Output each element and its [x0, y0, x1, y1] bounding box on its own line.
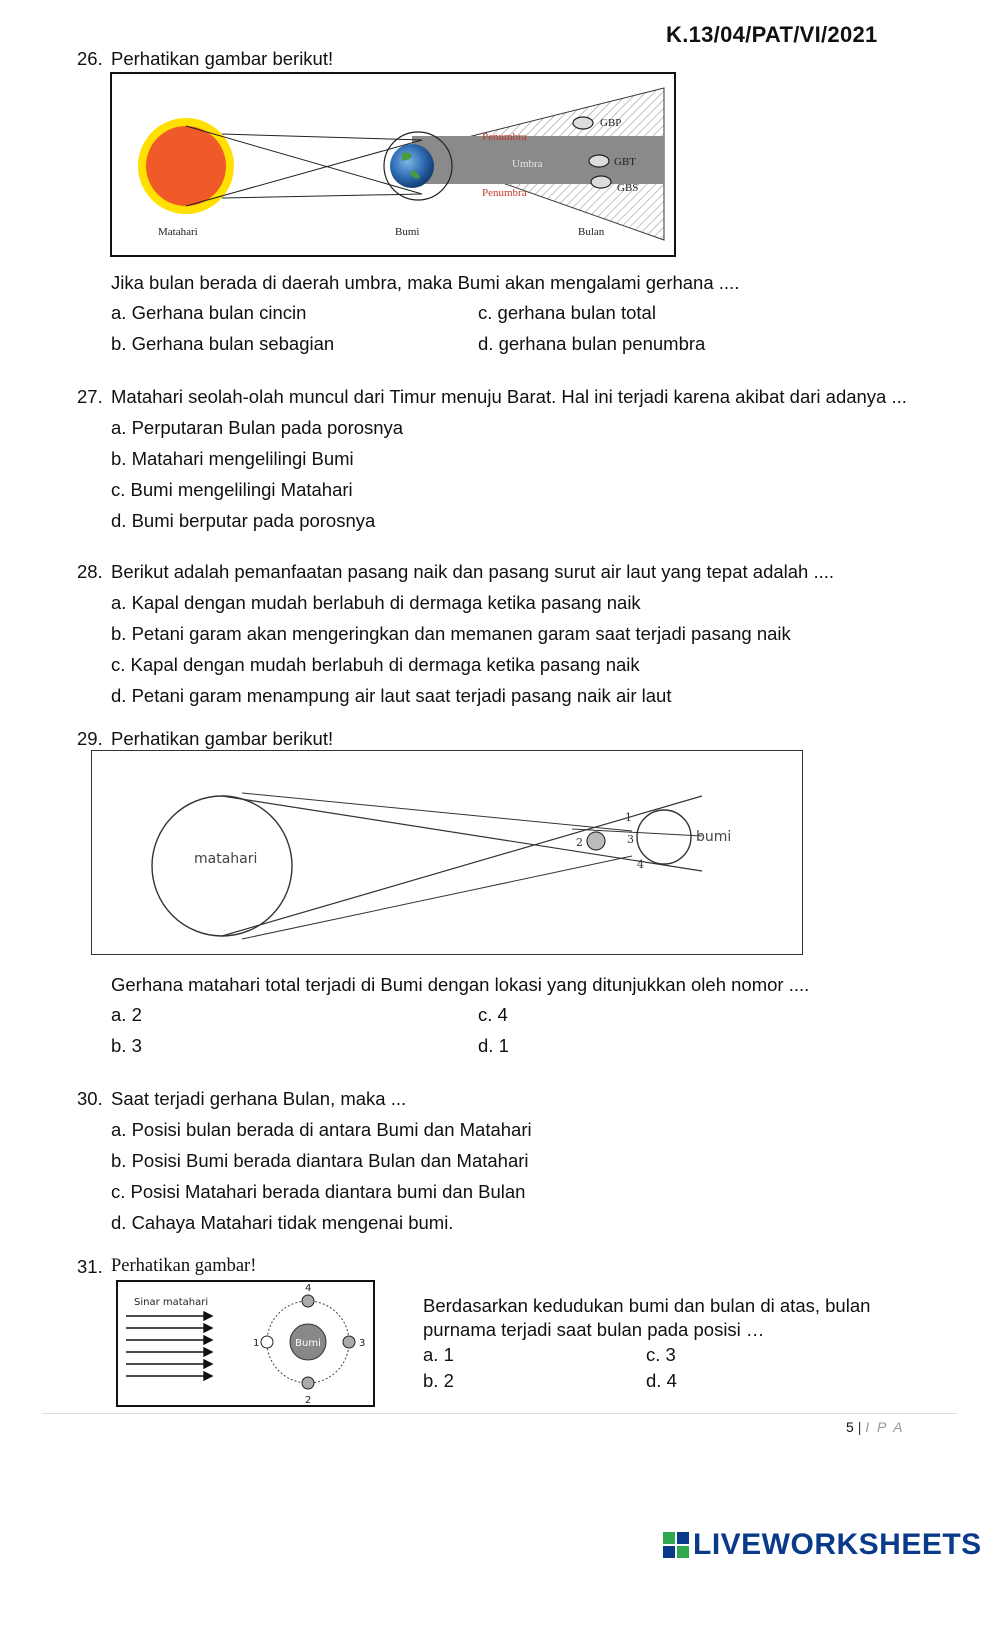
q28-number: 28.	[77, 561, 103, 582]
label-bumi: Bumi	[395, 226, 420, 238]
document-code: K.13/04/PAT/VI/2021	[666, 22, 878, 47]
q31-stem-line2: purnama terjadi saat bulan pada posisi …	[423, 1319, 765, 1340]
page-footer-separator: |	[857, 1419, 862, 1435]
label-n2: 2	[305, 1395, 312, 1405]
q27-option-d[interactable]: d. Bumi berputar pada porosnya	[111, 510, 376, 531]
q27-option-c[interactable]: c. Bumi mengelilingi Matahari	[111, 479, 353, 500]
moon-icon	[587, 832, 605, 850]
q31-prompt: Perhatikan gambar!	[111, 1256, 257, 1276]
label-n3: 3	[359, 1338, 366, 1349]
moon-position-1-icon	[261, 1336, 273, 1348]
label-penumbra-bottom: Penumbra	[482, 187, 527, 199]
q26-number: 26.	[77, 48, 103, 69]
q26-stem: Jika bulan berada di daerah umbra, maka Bumi akan mengalami gerhana ....	[111, 272, 740, 293]
label-matahari: matahari	[194, 851, 258, 867]
label-sinar-matahari: Sinar matahari	[134, 1297, 209, 1308]
q27-option-b[interactable]: b. Matahari mengelilingi Bumi	[111, 448, 354, 469]
liveworksheets-brand[interactable]	[663, 1527, 982, 1563]
label-penumbra-top: Penumbra	[482, 131, 527, 143]
sunlight-arrows-icon	[126, 1312, 212, 1380]
q29-number: 29.	[77, 728, 103, 749]
label-gbt: GBT	[614, 156, 636, 168]
q26-eclipse-figure	[110, 72, 676, 257]
label-bumi: Bumi	[295, 1338, 321, 1349]
moon-position-2-icon	[302, 1377, 314, 1389]
q26-option-a[interactable]: a. Gerhana bulan cincin	[111, 302, 307, 323]
label-gbp: GBP	[600, 117, 622, 129]
label-n2: 2	[576, 836, 583, 849]
q26-option-c[interactable]: c. gerhana bulan total	[478, 302, 656, 323]
q29-stem: Gerhana matahari total terjadi di Bumi dengan lokasi yang ditunjukkan oleh nomor ....	[111, 974, 810, 995]
q28-stem: Berikut adalah pemanfaatan pasang naik dan pasang surut air laut yang tepat adalah ....	[111, 561, 835, 582]
q28-option-b[interactable]: b. Petani garam akan mengeringkan dan memanen garam saat terjadi pasang naik	[111, 623, 791, 644]
q30-stem: Saat terjadi gerhana Bulan, maka ...	[111, 1088, 407, 1109]
label-n4: 4	[305, 1283, 312, 1294]
q31-option-b[interactable]: b. 2	[423, 1370, 454, 1391]
q29-option-b[interactable]: b. 3	[111, 1035, 142, 1056]
q29-prompt: Perhatikan gambar berikut!	[111, 728, 334, 749]
liveworksheets-name: LIVEWORKSHEETS	[693, 1528, 982, 1561]
q31-stem-line1: Berdasarkan kedudukan bumi dan bulan di atas, bulan	[423, 1295, 871, 1316]
q26-option-b[interactable]: b. Gerhana bulan sebagian	[111, 333, 335, 354]
moon-gbt-icon	[589, 155, 609, 167]
q26-prompt: Perhatikan gambar berikut!	[111, 48, 334, 69]
label-n1: 1	[625, 811, 632, 824]
q29-option-c[interactable]: c. 4	[478, 1004, 508, 1025]
q29-option-d[interactable]: d. 1	[478, 1035, 509, 1056]
label-n4: 4	[637, 858, 644, 871]
q28-option-d[interactable]: d. Petani garam menampung air laut saat terjadi pasang naik air laut	[111, 685, 672, 706]
moon-gbs-icon	[591, 176, 611, 188]
label-n1: 1	[253, 1338, 260, 1349]
q30-option-d[interactable]: d. Cahaya Matahari tidak mengenai bumi.	[111, 1212, 454, 1233]
footer-divider	[42, 1413, 957, 1414]
q31-option-c[interactable]: c. 3	[646, 1344, 676, 1365]
q26-option-d[interactable]: d. gerhana bulan penumbra	[478, 333, 706, 354]
label-matahari: Matahari	[158, 226, 198, 238]
q31-option-a[interactable]: a. 1	[423, 1344, 454, 1365]
q30-number: 30.	[77, 1088, 103, 1109]
moon-position-4-icon	[302, 1295, 314, 1307]
moon-gbp-icon	[573, 117, 593, 129]
label-n3: 3	[627, 833, 634, 846]
q31-moon-phase-figure	[116, 1280, 375, 1407]
q28-option-c[interactable]: c. Kapal dengan mudah berlabuh di dermaga ketika pasang naik	[111, 654, 640, 675]
q30-option-c[interactable]: c. Posisi Matahari berada diantara bumi dan Bulan	[111, 1181, 526, 1202]
q28-option-a[interactable]: a. Kapal dengan mudah berlabuh di dermaga ketika pasang naik	[111, 592, 641, 613]
liveworksheets-logo-icon	[663, 1532, 689, 1558]
q29-solar-eclipse-figure	[91, 750, 803, 955]
q27-stem: Matahari seolah-olah muncul dari Timur menuju Barat. Hal ini terjadi karena akibat dari adanya ...	[111, 386, 907, 407]
label-umbra: Umbra	[512, 158, 543, 170]
page-footer	[846, 1419, 905, 1435]
q27-option-a[interactable]: a. Perputaran Bulan pada porosnya	[111, 417, 404, 438]
q27-number: 27.	[77, 386, 103, 407]
page-number: 5	[846, 1419, 854, 1435]
label-bulan: Bulan	[578, 226, 605, 238]
moon-position-3-icon	[343, 1336, 355, 1348]
label-bumi: bumi	[696, 829, 732, 845]
page-subject: I P A	[865, 1419, 905, 1435]
earth-circle-icon	[637, 810, 691, 864]
q30-option-a[interactable]: a. Posisi bulan berada di antara Bumi dan Matahari	[111, 1119, 532, 1140]
q31-number: 31.	[77, 1256, 103, 1277]
q31-option-d[interactable]: d. 4	[646, 1370, 677, 1391]
label-gbs: GBS	[617, 182, 639, 194]
sun-icon	[138, 118, 234, 214]
q30-option-b[interactable]: b. Posisi Bumi berada diantara Bulan dan Matahari	[111, 1150, 529, 1171]
q29-option-a[interactable]: a. 2	[111, 1004, 142, 1025]
